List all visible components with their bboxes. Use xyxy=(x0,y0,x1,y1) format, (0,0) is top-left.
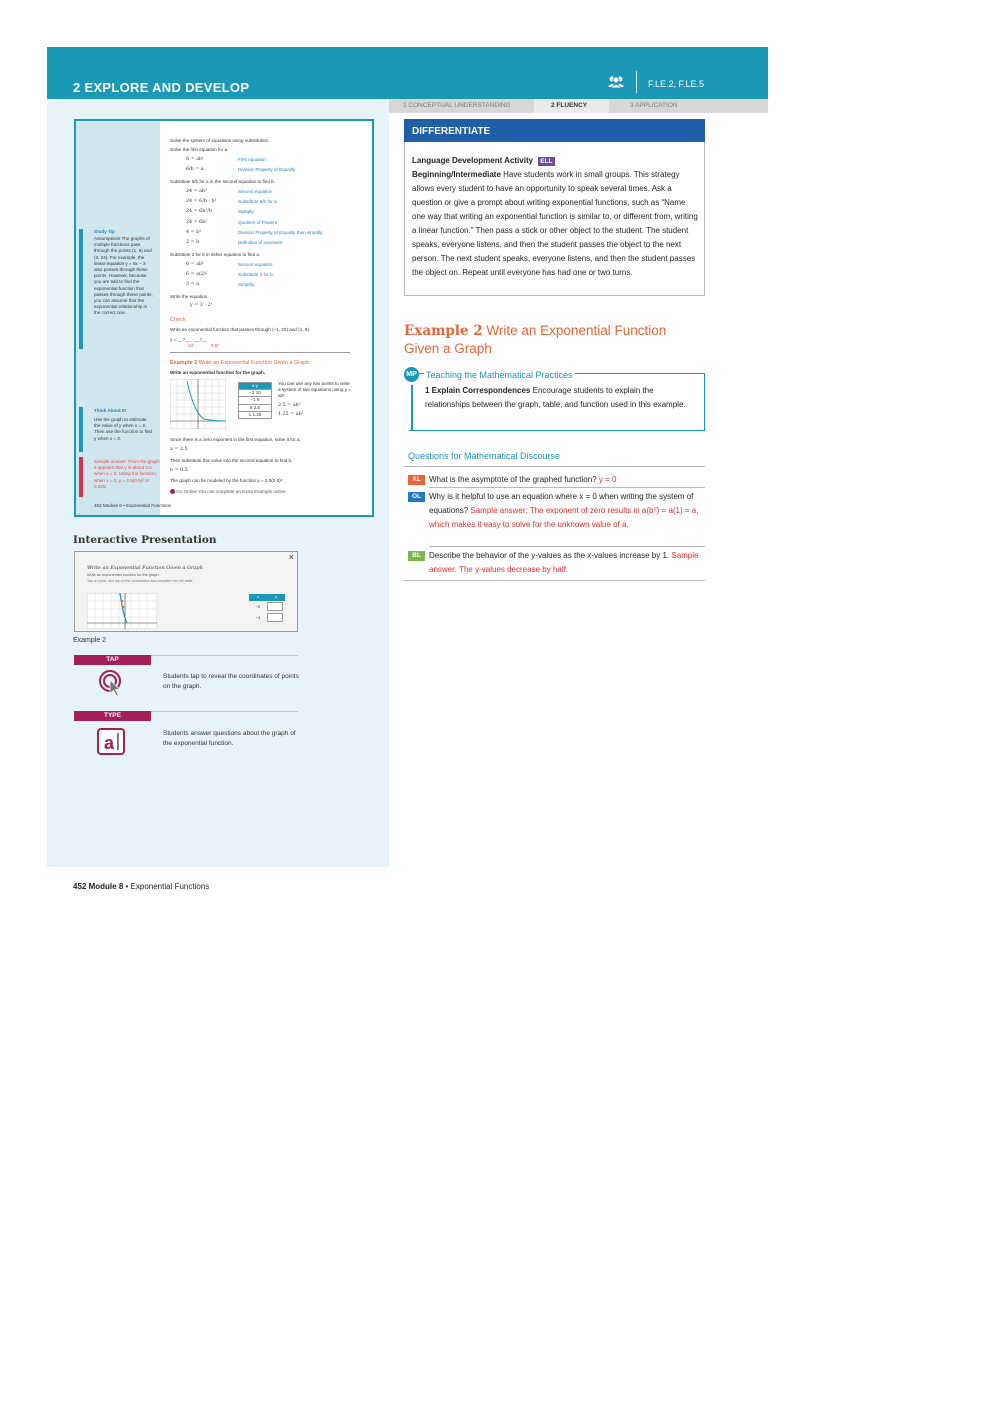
final-equation: y = 3 · 2ˣ xyxy=(190,303,213,308)
example-label: Example 2 xyxy=(404,323,483,339)
think-title: Think About It! xyxy=(94,408,127,413)
example-2-heading xyxy=(404,322,704,357)
step-eq: 24 = 6b³/b xyxy=(186,209,212,214)
type-desc: Students answer questions about the graph of the exponential function. xyxy=(163,730,296,747)
section-title: 2 EXPLORE AND DEVELOP xyxy=(73,80,250,95)
step-reason: Substitute 2 for b. xyxy=(238,272,275,277)
step-reason: Division Property of Equality xyxy=(238,167,296,172)
tab-application[interactable]: 3 APPLICATION xyxy=(630,102,678,109)
shot-input[interactable] xyxy=(267,602,283,611)
activity-title: Language Development Activity ELL xyxy=(412,156,553,165)
thumb-line-6: Write the equation. xyxy=(170,294,209,299)
thumb-line-5: Substitute 2 for b in either equation to find a. xyxy=(170,252,261,257)
table-row: 0 2.5 xyxy=(239,404,271,411)
thumbnail-sidebar xyxy=(76,121,160,515)
think-body: Use the graph to estimate the value of y when x = 2. Then use the function to find y when x = 2. xyxy=(94,417,152,441)
thumb-example-heading: Example 2 Write an Exponential Function Given a Graph xyxy=(170,360,310,366)
step-eq: 24 = 6/b · b³ xyxy=(186,199,217,204)
thumb-line-2: Solve the first equation for a. xyxy=(170,147,229,152)
step-eq: 4 = b² xyxy=(186,230,202,235)
step-reason: Quotient of Powers xyxy=(238,220,278,225)
svg-text:a: a xyxy=(104,733,115,753)
answer-bar xyxy=(79,457,83,497)
example-title: Write an Exponential Function Given a Graph xyxy=(404,323,667,356)
type-icon xyxy=(97,728,127,761)
group-icon xyxy=(607,75,625,94)
standards-label: F.LE.2, F.LE.5 xyxy=(648,79,705,89)
divider xyxy=(170,352,350,353)
step-reason: Second equation xyxy=(238,262,273,267)
level-bl-badge: BL xyxy=(408,551,425,561)
thumb-lower-3: Then substitute this value into the second equation to find b. xyxy=(170,458,293,463)
table-row: 1 1.25 xyxy=(239,411,271,418)
shot-sub: Write an exponential function for the graph. xyxy=(87,573,160,577)
divider xyxy=(429,546,705,547)
check-val-2: 0.5ˣ xyxy=(211,343,219,348)
step-reason: Division Property of Equality then simplify. xyxy=(238,230,324,235)
step-reason: Second equation xyxy=(238,189,273,194)
shot-cell: −2 xyxy=(255,604,261,609)
discourse-end-rule xyxy=(404,580,705,581)
discourse-title: Questions for Mathematical Discourse xyxy=(408,451,561,461)
check-text: Write an exponential function that passes through (−1, 20) and (1, 5). xyxy=(170,327,311,332)
shot-title: Write an Exponential Function Given a Graph xyxy=(87,565,203,571)
thumb-footer: 452 Module 8 • Exponential Functions xyxy=(94,503,172,508)
question-al: What is the asymptote of the graphed function? y = 0 xyxy=(429,475,617,484)
type-badge: TYPE xyxy=(74,711,151,721)
tap-desc: Students tap to reveal the coordinates of points on the graph. xyxy=(163,673,299,690)
think-answer: Sample answer: From the graph it appears that y is about 0.5 when x = 2. Using the function, when x = 2, y = 2.5(0.5)² or 0.625. xyxy=(94,459,160,489)
study-tip-bar xyxy=(79,229,83,349)
table-head: x y xyxy=(239,383,271,389)
level-ol-badge: OL xyxy=(408,492,425,502)
question-ol: Why is it helpful to use an equation where x = 0 when writing the system of equations? Sample answer: The exponent of zero results in a(b⁰) = a(1) = a, which makes it easy to solve for the unknown value of a. xyxy=(429,492,699,529)
tab-fluency[interactable]: 2 FLUENCY xyxy=(551,102,588,109)
interactive-screenshot[interactable] xyxy=(74,551,298,632)
table-row: −1 5 xyxy=(239,396,271,403)
close-icon[interactable]: × xyxy=(288,552,294,562)
tab-conceptual[interactable]: 1 CONCEPTUAL UNDERSTANDING xyxy=(403,102,511,109)
thumb-line-3: Substitute 6/b for a in the second equation to find b. xyxy=(170,179,275,184)
check-label: Check xyxy=(170,317,186,323)
mp-body: 1 Explain Correspondences Encourage students to explain the relationships between the graph, table, and function used in this example. xyxy=(425,386,686,409)
step-reason: Multiply. xyxy=(238,209,255,214)
thumb-side-text: You can use any two points to write a system of two equations using y = abˣ. xyxy=(278,381,351,399)
differentiate-heading: DIFFERENTIATE xyxy=(404,119,705,142)
go-online-icon xyxy=(170,489,175,494)
step-eq: 6/b = a xyxy=(186,167,204,172)
thumb-example-instr: Write an exponential function for the graph. xyxy=(170,370,266,375)
lesson-tabs xyxy=(389,99,768,113)
shot-table[interactable] xyxy=(249,594,285,623)
step-eq: 6 = ab¹ xyxy=(186,262,204,267)
thumb-lower-5: The graph can be modeled by the function y = 2.5(0.5)ˣ. xyxy=(170,478,284,483)
thumb-side-eq: 1.25 = ab¹ xyxy=(278,412,304,417)
divider xyxy=(151,655,298,656)
step-eq: 6 = a(2)¹ xyxy=(186,272,208,277)
level-al-badge: AL xyxy=(408,475,425,485)
thumb-lower-1: Since there is a zero exponent in the first equation, solve it for a. xyxy=(170,437,301,442)
header-divider xyxy=(636,71,637,93)
step-eq: 24 = 6b² xyxy=(186,220,208,225)
mp-icon: MP xyxy=(404,367,419,382)
interactive-title: Interactive Presentation xyxy=(73,534,217,546)
mp-title: Teaching the Mathematical Practices xyxy=(426,370,573,380)
divider xyxy=(151,711,298,712)
discourse-rule xyxy=(404,466,705,467)
thumb-lower-2: a = 2.5 xyxy=(170,447,188,452)
shot-col-x: x xyxy=(257,594,259,599)
table-row: −2 10 xyxy=(239,389,271,396)
thumb-lower-4: b = 0.5 xyxy=(170,468,188,473)
step-eq: 3 = a xyxy=(186,282,199,287)
step-eq: 24 = ab³ xyxy=(186,189,208,194)
question-bl: Describe the behavior of the y-values as the x-values increase by 1. Sample answer: The y-values decrease by half. xyxy=(429,551,699,574)
shot-cell: −1 xyxy=(255,615,261,620)
divider xyxy=(429,487,705,488)
shot-hint: Tap on point, and tap on the coordinates and complete into the table. xyxy=(87,579,194,583)
mp-bar xyxy=(411,385,413,431)
thumb-side-eq: 2.5 = ab⁰ xyxy=(278,403,301,408)
shot-col-y: y xyxy=(275,594,277,599)
tap-badge: TAP xyxy=(74,655,151,665)
check-answer: y = __?__ · __?__ xyxy=(170,337,208,342)
ell-badge: ELL xyxy=(540,158,553,165)
shot-input[interactable] xyxy=(267,613,283,622)
step-reason: Substitute 6/b for a. xyxy=(238,199,278,204)
thumb-go-online: Go Online You can complete an Extra Example online. xyxy=(170,489,287,495)
step-reason: Definition of exponent xyxy=(238,240,283,245)
interactive-caption: Example 2 xyxy=(73,637,107,644)
thumb-graph xyxy=(170,379,226,434)
study-tip-title: Study Tip xyxy=(94,229,115,234)
step-eq: 2 = b xyxy=(186,240,200,245)
step-reason: Simplify. xyxy=(238,282,256,287)
student-page-thumbnail xyxy=(74,119,374,517)
tap-icon xyxy=(98,669,126,702)
page-footer: 452 Module 8 • Exponential Functions xyxy=(73,882,210,891)
differentiate-body xyxy=(412,154,700,280)
section-header xyxy=(47,47,768,99)
shot-graph[interactable] xyxy=(87,593,157,634)
step-reason: First equation xyxy=(238,157,266,162)
thumb-table xyxy=(238,382,272,419)
thumb-line-1: Solve the system of equations using substitution. xyxy=(170,138,270,143)
think-bar xyxy=(79,407,83,452)
step-eq: 6 = ab¹ xyxy=(186,157,204,162)
check-val-1: 10 xyxy=(188,343,194,348)
study-tip-body: Assumptions The graphs of multiple functions pass through the points (1, 6) and (3, 24). For example, the linear equation y = 9x − 3 also passes through these points. However, because you are told to find the exponential function that passes through these points, you can assume that the exponential relationship is the correct one. xyxy=(94,236,153,316)
activity-text: Beginning/Intermediate Have students work in small groups. This strategy allows every student to have an opportunity to speak several times. Ask a question or give a prompt about writing exponential functions, such as “Name one way that writing an exponential function is similar to, or different from, writing a linear function.” Then pass a stick or other object to the student. The student speaks, everyone listens, and then the student passes the object to the next person. The next student speaks, everyone listens, and then the student passes the object on. Repeat until everyone has had one or two turns. xyxy=(412,170,698,277)
